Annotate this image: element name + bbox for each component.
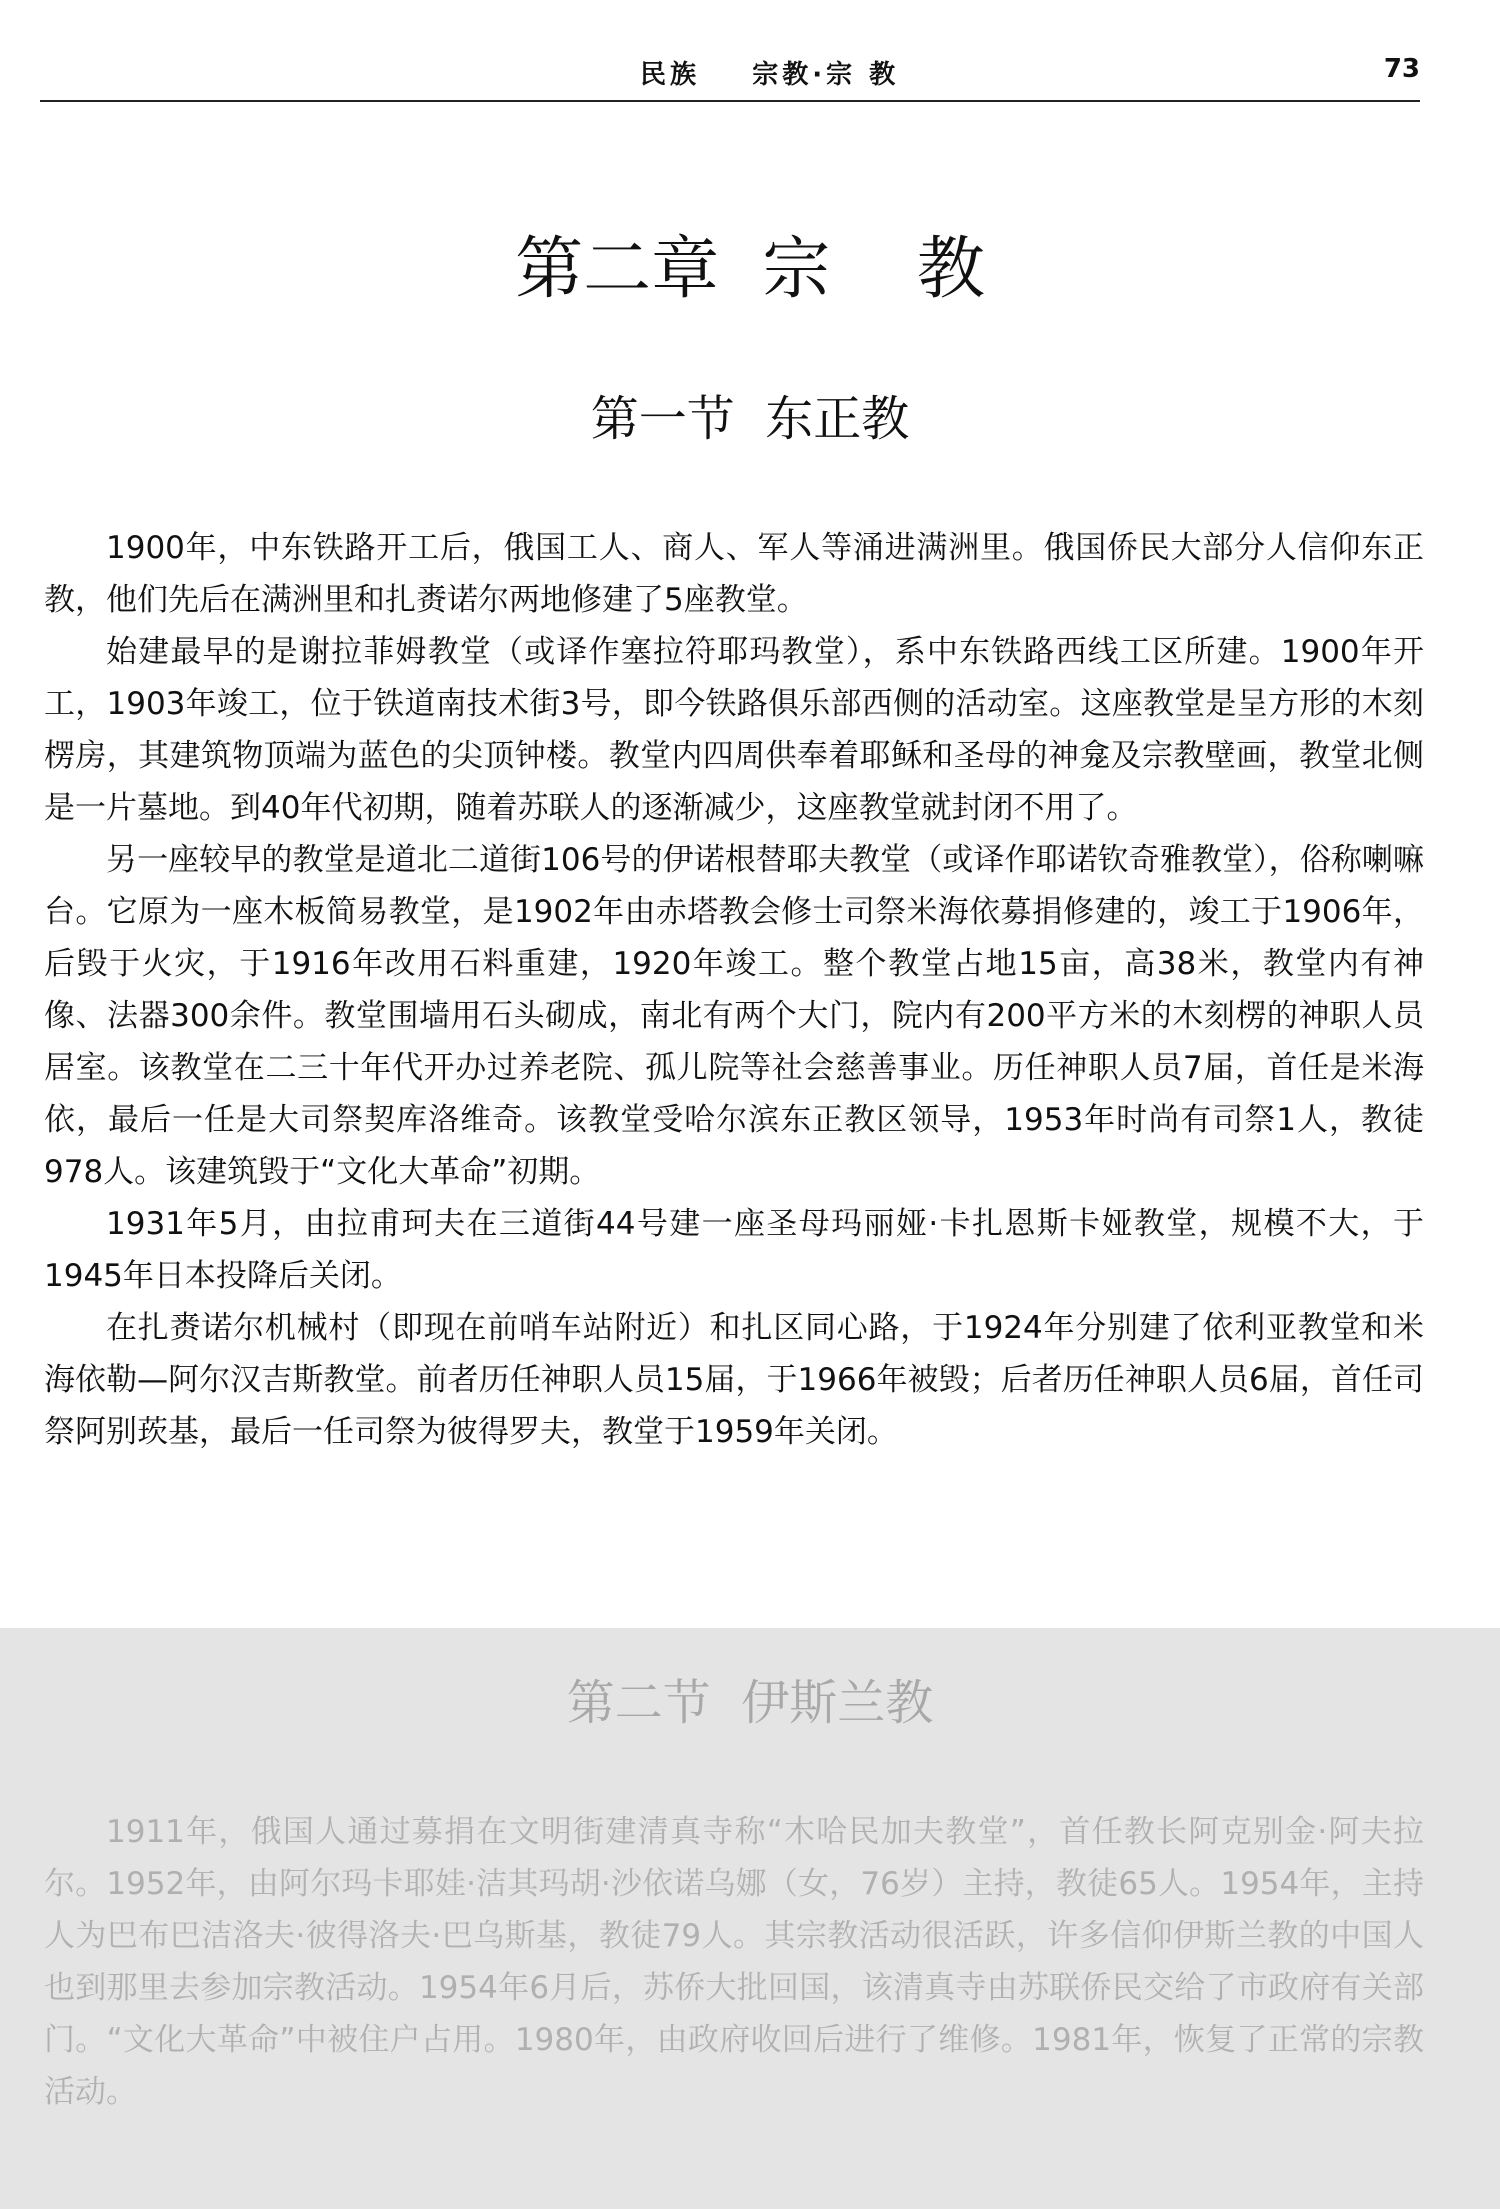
section-title-orthodox: 第一节 东正教 (590, 391, 910, 447)
running-header (40, 50, 1420, 102)
paragraph: 另一座较早的教堂是道北二道街106号的伊诺根替耶夫教堂（或译作耶诺钦奇雅教堂），俗称喇嘛台。它原为一座木板简易教堂，是1902年由赤塔教会修士司祭米海依募捐修建的，竣工于1906年，后毁于火灾，于1916年改用石料重建，1920年竣工。整个教堂占地15亩，高38米，教堂内有神像、法器300余件。教堂围墙用石头砌成，南北有两个大门，院内有200平方米的木刻楞的神职人员居室。该教堂在二三十年代开办过养老院、孤儿院等社会慈善事业。历任神职人员7届，首任是米海依，最后一任是大司祭契库洛维奇。该教堂受哈尔滨东正教区领导，1953年时尚有司祭1人，教徒978人。该建筑毁于“文化大革命”初期。 (44, 842, 1424, 1190)
faded-continuation-band (0, 1628, 1500, 2209)
page-number: 73 (1383, 54, 1420, 84)
paragraph: 1911年，俄国人通过募捐在文明街建清真寺称“木哈民加夫教堂”，首任教长阿克别金·阿夫拉尔。1952年，由阿尔玛卡耶娃·洁其玛胡·沙依诺乌娜（女，76岁）主持，教徒65人。1954年，主持人为巴布巴洁洛夫·彼得洛夫·巴乌斯基，教徒79人。其宗教活动很活跃，许多信仰伊斯兰教的中国人也到那里去参加宗教活动。1954年6月后，苏侨大批回国，该清真寺由苏联侨民交给了市政府有关部门。“文化大革命”中被住户占用。1980年，由政府收回后进行了维修。1981年，恢复了正常的宗教活动。 (44, 1814, 1424, 2110)
paragraph: 在扎赉诺尔机械村（即现在前哨车站附近）和扎区同心路，于1924年分别建了依利亚教堂和米海依勒—阿尔汉吉斯教堂。前者历任神职人员15届，于1966年被毁；后者历任神职人员6届，首任司祭阿别莰基，最后一任司祭为彼得罗夫，教堂于1959年关闭。 (44, 1310, 1424, 1450)
section-title-islam: 第二节 伊斯兰教 (566, 1675, 934, 1731)
section-body-islam (44, 1806, 1424, 2118)
running-title: 民族 宗教·宗 教 (640, 60, 900, 90)
paragraph: 1900年，中东铁路开工后，俄国工人、商人、军人等涌进满洲里。俄国侨民大部分人信仰东正教，他们先后在满洲里和扎赉诺尔两地修建了5座教堂。 (44, 530, 1424, 618)
chapter-title: 第二章 宗 教 (515, 230, 985, 309)
section-body-orthodox (44, 522, 1424, 1458)
paragraph: 始建最早的是谢拉菲姆教堂（或译作塞拉符耶玛教堂），系中东铁路西线工区所建。1900年开工，1903年竣工，位于铁道南技术街3号，即今铁路俱乐部西侧的活动室。这座教堂是呈方形的木刻楞房，其建筑物顶端为蓝色的尖顶钟楼。教堂内四周供奉着耶稣和圣母的神龛及宗教壁画，教堂北侧是一片墓地。到40年代初期，随着苏联人的逐渐减少，这座教堂就封闭不用了。 (44, 634, 1424, 826)
paragraph: 1931年5月，由拉甫珂夫在三道街44号建一座圣母玛丽娅·卡扎恩斯卡娅教堂，规模不大，于1945年日本投降后关闭。 (44, 1206, 1424, 1294)
